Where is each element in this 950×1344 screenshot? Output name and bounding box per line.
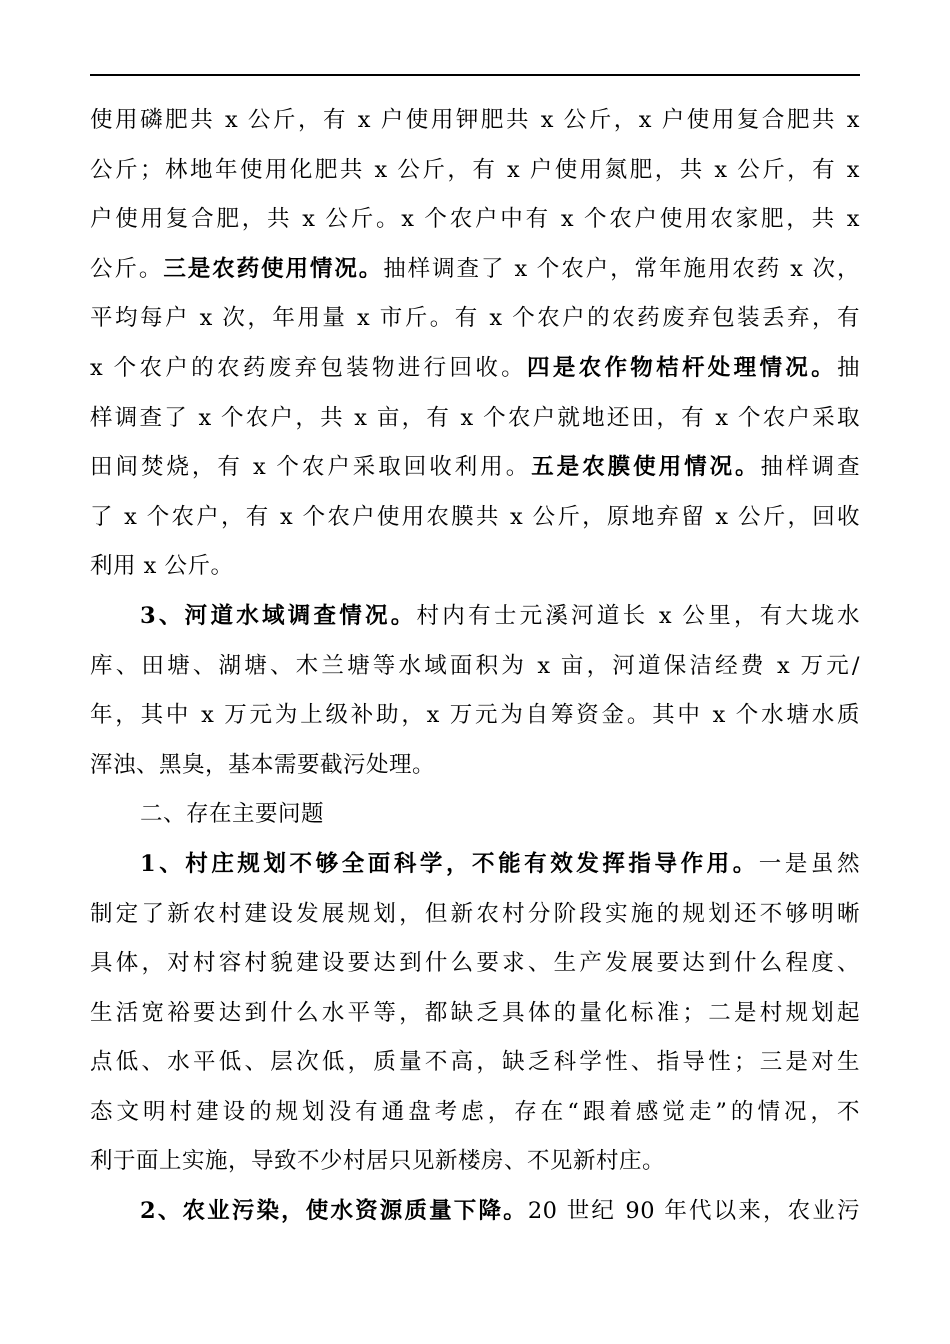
text-segment: 村内有士元溪河道长 x 公里，有大垅水: [416, 602, 860, 629]
text-segment: 了 x 个农户，有 x 个农户使用农膜共 x 公斤，原地弃留 x 公斤，回收: [90, 503, 860, 530]
text-segment: 户使用复合肥，共 x 公斤。x 个农户中有 x 个农户使用农家肥，共 x: [90, 206, 860, 233]
text-segment: 抽样调查了 x 个农户，常年施用农药 x 次，: [383, 255, 860, 282]
text-segment: 20 世纪 90 年代以来，农业污: [527, 1198, 860, 1225]
bold-text-segment: 五是农膜使用情况。: [531, 454, 761, 481]
text-segment: 抽样调查: [760, 454, 860, 481]
bold-text-segment: 3、河道水域调查情况。: [140, 602, 417, 629]
text-segment: 浑浊、黑臭，基本需要截污处理。: [90, 751, 436, 778]
text-line: [90, 195, 860, 245]
bold-text-segment: 三是农药使用情况。: [163, 255, 384, 282]
text-line: [90, 294, 860, 344]
bold-text-segment: 1、村庄规划不够全面科学，不能有效发挥指导作用。: [140, 850, 759, 877]
text-segment: 一是虽然: [758, 850, 860, 877]
text-segment: 利于面上实施，导致不少村居只见新楼房、不见新村庄。: [90, 1148, 666, 1175]
text-segment: 生活宽裕要达到什么水平等，都缺乏具体的量化标准；二是村规划起: [90, 999, 860, 1026]
text-segment: 二、存在主要问题: [140, 801, 325, 828]
text-line: [90, 493, 860, 543]
text-segment: x 个农户的农药废弃包装物进行回收。: [90, 354, 527, 381]
text-line: [90, 96, 860, 146]
text-line: [90, 939, 860, 989]
text-segment: 态文明村建设的规划没有通盘考虑，存在“跟着感觉走”的情况，不: [90, 1098, 860, 1125]
text-line: [90, 245, 860, 295]
text-segment: 点低、水平低、层次低，质量不高，缺乏科学性、指导性；三是对生: [90, 1049, 860, 1076]
bold-text-segment: 2、农业污染，使水资源质量下降。: [140, 1198, 528, 1225]
text-segment: 样调查了 x 个农户，共 x 亩，有 x 个农户就地还田，有 x 个农户采取: [90, 404, 860, 431]
text-line: [90, 443, 860, 493]
text-line: [90, 989, 860, 1039]
text-segment: 年，其中 x 万元为上级补助，x 万元为自筹资金。其中 x 个水塘水质: [90, 702, 860, 729]
text-line: [90, 344, 860, 394]
text-segment: 库、田塘、湖塘、木兰塘等水域面积为 x 亩，河道保洁经费 x 万元/: [90, 652, 860, 679]
text-segment: 平均每户 x 次，年用量 x 市斤。有 x 个农户的农药废弃包装丢弃，有: [90, 305, 860, 332]
text-segment: 公斤。: [90, 255, 164, 282]
text-segment: 田间焚烧，有 x 个农户采取回收利用。: [90, 454, 532, 481]
text-line: [90, 1038, 860, 1088]
text-segment: 制定了新农村建设发展规划，但新农村分阶段实施的规划还不够明晰: [90, 900, 860, 927]
text-segment: 具体，对村容村貌建设要达到什么要求、生产发展要达到什么程度、: [90, 950, 860, 977]
text-line: [90, 1187, 860, 1237]
bold-text-segment: 四是农作物桔杆处理情况。: [526, 354, 837, 381]
text-line: [90, 1137, 860, 1187]
text-line: [90, 890, 860, 940]
document-body: [90, 96, 860, 1237]
text-line: [90, 394, 860, 444]
text-segment: 公斤；林地年使用化肥共 x 公斤，有 x 户使用氮肥，共 x 公斤，有 x: [90, 156, 860, 183]
text-line: [90, 642, 860, 692]
text-line: [90, 542, 860, 592]
header-rule: [90, 74, 860, 76]
text-line: [90, 840, 860, 890]
text-segment: 利用 x 公斤。: [90, 553, 234, 580]
text-segment: 抽: [836, 354, 860, 381]
text-line: [90, 691, 860, 741]
text-line: [90, 790, 860, 840]
text-line: [90, 592, 860, 642]
text-line: [90, 741, 860, 791]
text-line: [90, 146, 860, 196]
text-line: [90, 1088, 860, 1138]
text-segment: 使用磷肥共 x 公斤，有 x 户使用钾肥共 x 公斤，x 户使用复合肥共 x: [90, 107, 860, 133]
